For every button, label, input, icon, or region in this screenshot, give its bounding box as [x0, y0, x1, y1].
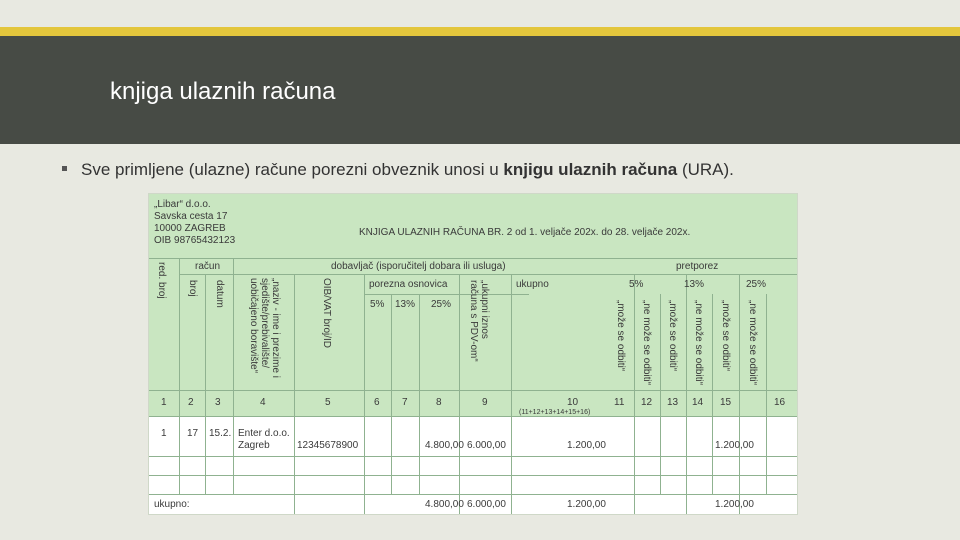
total-osnovica-25: 4.800,00: [425, 499, 464, 510]
header-13-moze: „može se odbiti“: [667, 300, 678, 372]
entry-osnovica-25: 4.800,00: [425, 440, 464, 451]
company-city: 10000 ZAGREB: [154, 223, 226, 234]
header-25-moze: „može se odbiti“: [720, 300, 731, 372]
col-number: 7: [402, 397, 408, 408]
grid-line: [149, 456, 797, 457]
total-label: ukupno:: [154, 499, 190, 510]
header-red-broj: red. broj: [156, 262, 167, 299]
grid-line: [419, 294, 420, 494]
header-dobavljac: dobavljač (isporučitelj dobara ili usluga): [331, 261, 506, 272]
grid-line: [179, 258, 180, 494]
entry-broj: 17: [187, 428, 199, 439]
col-number: 15: [720, 397, 732, 408]
grid-line: [179, 274, 797, 275]
header-ukupni-iznos: „ukupni iznos računa s PDV-om“: [468, 280, 490, 362]
header-osnovica-25: 25%: [431, 299, 452, 310]
company-street: Savska cesta 17: [154, 211, 228, 222]
sum-formula: (11+12+13+14+15+16): [519, 409, 591, 416]
header-osnovica-13: 13%: [395, 299, 416, 310]
col-number: 8: [436, 397, 442, 408]
grid-line: [739, 274, 740, 514]
grid-line: [364, 294, 529, 295]
col-number: 3: [215, 397, 221, 408]
grid-line: [205, 274, 206, 494]
col-number: 12: [641, 397, 653, 408]
col-number: 9: [482, 397, 488, 408]
ura-ledger-image: [148, 193, 798, 515]
header-pretporez-13: 13%: [684, 279, 705, 290]
header-pretporez-5: 5%: [629, 279, 644, 290]
ledger-title: KNJIGA ULAZNIH RAČUNA BR. 2 od 1. veljače 202x. do 28. veljače 202x.: [359, 227, 691, 238]
slide-title: knjiga ulaznih računa: [110, 78, 336, 105]
header-naziv: „naziv - ime i prezime i sjedište/prebivalište/ uobičajeno boravište“: [248, 278, 281, 379]
company-info: [154, 199, 235, 247]
grid-line: [149, 390, 797, 391]
grid-line: [149, 494, 797, 495]
header-racun: račun: [195, 261, 221, 272]
entry-ukupno-pretporez: 1.200,00: [567, 440, 606, 451]
grid-line: [712, 294, 713, 494]
col-number: 4: [260, 397, 266, 408]
header-osnovica-5: 5%: [370, 299, 385, 310]
header-porezna-osnovica: porezna osnovica: [369, 279, 448, 290]
total-pretporez-25: 1.200,00: [715, 499, 754, 510]
grid-line: [766, 294, 767, 494]
grid-line: [149, 475, 797, 476]
bullet-bold: knjigu ulaznih računa: [503, 160, 678, 179]
header-13-ne-moze: „ne može se odbiti“: [693, 300, 704, 386]
grid-line: [149, 416, 797, 417]
col-number: 10: [567, 397, 579, 408]
grid-line: [294, 274, 295, 514]
bullet-post: (URA).: [677, 160, 734, 179]
bullet-icon: [62, 166, 67, 171]
header-pretporez: pretporez: [676, 261, 719, 272]
total-ukupni-iznos: 6.000,00: [467, 499, 506, 510]
grid-line: [686, 274, 687, 514]
grid-line: [511, 274, 512, 514]
col-number: 1: [161, 397, 167, 408]
grid-line: [149, 258, 797, 259]
entry-ukupni-iznos: 6.000,00: [467, 440, 506, 451]
header-ukupno: ukupno: [516, 279, 549, 290]
grid-line: [634, 274, 635, 514]
bullet-pre: Sve primljene (ulazne) račune porezni obveznik unosi u: [81, 160, 504, 179]
grid-line: [233, 258, 234, 494]
total-ukupno-pretporez: 1.200,00: [567, 499, 606, 510]
grid-line: [364, 274, 365, 514]
header-5-moze: „može se odbiti“: [615, 300, 626, 372]
col-number: 11: [614, 397, 625, 408]
col-number: 2: [188, 397, 194, 408]
col-number: 13: [667, 397, 679, 408]
grid-line: [660, 294, 661, 494]
entry-naziv-1: Enter d.o.o.: [238, 428, 290, 439]
header-25-ne-moze: „ne može se odbiti“: [747, 300, 758, 386]
header-5-ne-moze: „ne može se odbiti“: [641, 300, 652, 386]
header-broj: broj: [187, 280, 198, 297]
grid-line: [459, 274, 460, 514]
entry-naziv-2: Zagreb: [238, 440, 270, 451]
col-number: 6: [374, 397, 380, 408]
grid-line: [391, 294, 392, 494]
entry-red-broj: 1: [161, 428, 167, 439]
bullet-text: [62, 160, 734, 180]
col-number: 5: [325, 397, 331, 408]
entry-oib: 12345678900: [297, 440, 359, 451]
accent-bar: [0, 27, 960, 36]
header-pretporez-25: 25%: [746, 279, 767, 290]
company-oib: OIB 98765432123: [154, 235, 236, 246]
header-datum: datum: [214, 280, 225, 308]
entry-datum: 15.2.: [209, 428, 232, 439]
col-number: 14: [692, 397, 704, 408]
col-number: 16: [774, 397, 786, 408]
company-name: „Libar“ d.o.o.: [154, 199, 211, 210]
entry-pretporez-25: 1.200,00: [715, 440, 754, 451]
header-oib: OIB/VAT broj/ID: [321, 278, 332, 349]
